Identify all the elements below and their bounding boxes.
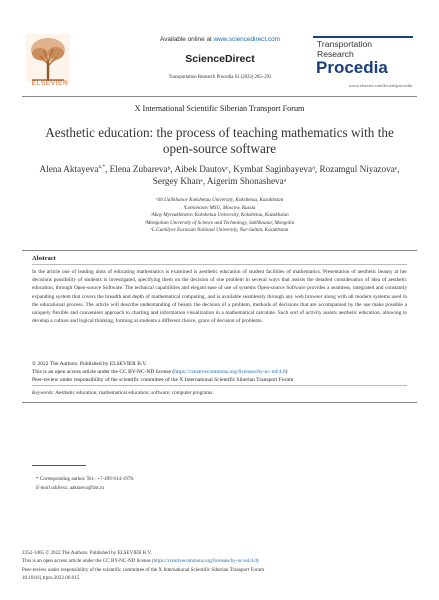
license-link[interactable]: https://creativecommons.org/licenses/by-nc-nd/4.0 [174, 369, 286, 375]
keywords-line [32, 390, 407, 396]
journal-reference: Transportation Research Procedia 63 (2022) 285–293 [168, 75, 272, 80]
keywords-bottom-divider [22, 402, 417, 403]
abstract-text: In the article one of leading aims of educating mathematics is examined is aesthetic education of student facilities of mathematics. Presentation of aesthetic beauty at her decisions possibility of students is investigated, specifying them on the decision of one problem in several ways that assists the detailed consideration of idea of aesthetic education, through Open-source Software. The technical capabilities and elegant ease of use of systems Open-source Software provides a seamless, integrated and constantly expanding system that covers the breadth and depth of mathematical computing, and is available seamlessly through any web browser along with all modern systems used in the educational process. The article will describe understanding of beauty the decision of a problem, methods of decisions that are accompanied by the use make possible a uniquely flexible and convenient approach to charting and information visualization in a mathematical calculate. Such sort of activity assists aesthetic education, allowing to develop a culture and logical thinking, forming at students a different choice, grace of decision of problems. [32, 269, 407, 325]
email-line [36, 484, 411, 493]
license-block [32, 360, 407, 384]
brand-line-transportation: Transportation [317, 39, 373, 49]
bottom-open-access-line [22, 557, 417, 565]
affiliation-b: ᵇLomonosov MSU, Moscow, Russia [183, 204, 256, 211]
article-title: Aesthetic education: the process of teaching mathematics with the open-source software [45, 125, 394, 156]
first-author: Alena Aktayeva [39, 164, 99, 175]
abstract-heading: Abstract [32, 255, 56, 262]
bottom-oa-prefix: This is an open access article under the CC BY-NC-ND license ( [22, 558, 154, 565]
issn-line: 2352-1465 © 2022 The Authors. Published by ELSEVIER B.V. [22, 550, 152, 556]
brand-top-rule [313, 36, 413, 38]
peer-review-line: Peer-review under responsibility of the scientific committee of the X International Scientific Siberian Transport Forum [32, 377, 294, 383]
brand-line-research: Research [317, 48, 354, 59]
elsevier-wordmark: ELSEVIER [31, 80, 69, 87]
journal-url[interactable]: www.elsevier.com/locate/procedia [348, 83, 412, 88]
affiliation-c: ᶜAbay Myrzakhmetov Kokshetau University, Kokshetau, Kazakhstan [150, 212, 289, 219]
sciencedirect-title: ScienceDirect [185, 53, 255, 65]
elsevier-tree-logo [26, 34, 70, 82]
keywords-label: Keywords: [32, 390, 55, 396]
email-address[interactable]: aaktaeva@list.ru [68, 484, 105, 491]
footnote [36, 475, 411, 492]
brand-line-procedia: Procedia [316, 58, 388, 77]
copyright-line: © 2022 The Authors. Published by ELSEVIER B.V. [32, 361, 147, 367]
bottom-license-link[interactable]: https://creativecommons.org/licenses/by-nc-nd/4.0 [153, 558, 257, 565]
sciencedirect-link[interactable]: www.sciencedirect.com [213, 36, 280, 43]
author-list [30, 161, 409, 187]
bottom-publication-info [22, 549, 417, 583]
available-online-prefix: Available online at [160, 36, 214, 43]
affiliation-a: ᵃSh.Ualikhanov Kokshetau University, Kokshetau, Kazakhstan [155, 197, 284, 203]
affiliations [60, 197, 379, 235]
available-online-line [92, 36, 348, 43]
keywords-top-rule [32, 385, 407, 386]
affiliation-d: ᵈMongolian University of Science and Technology, Sukhbaatar, Mongolia [144, 219, 295, 226]
keywords-text: Aesthetic education; mathematical education; software; computer programs. [54, 390, 214, 396]
open-access-suffix: ) [285, 369, 288, 375]
conference-name: X International Scientific Siberian Transport Forum [134, 104, 305, 113]
corresponding-star: * [102, 164, 106, 170]
other-authors: , Elena Zubarevaᵇ, Aibek Dautovᶜ, Kymbat Saginbayevaᵈ, Rozamgul Niyazovaᵉ, Sergey Khanᵃ, Aigerim Shonashevaᵃ [105, 164, 400, 187]
corresponding-author-line: * Corresponding author. Tel.: +7-499-914-1978. [36, 476, 135, 482]
doi-line[interactable]: 10.1016/j.trpro.2022.06.015 [22, 575, 80, 582]
email-label: E-mail address: [36, 484, 69, 491]
affiliation-e: ᵉL.Gumilyov Eurasian National University, Nur-Sultan, Kazakhstan [150, 227, 289, 234]
footnote-rule [32, 465, 86, 466]
abstract-top-divider [22, 250, 417, 251]
first-author-affil-sup: a, [98, 164, 103, 170]
bottom-peer-review-line: Peer-review under responsibility of the scientific committee of the X International Scientific Siberian Transport Forum [22, 566, 265, 573]
abstract-heading-rule [32, 264, 407, 265]
header-divider [22, 96, 417, 97]
open-access-prefix: This is an open access article under the CC BY-NC-ND license ( [32, 369, 175, 375]
bottom-oa-suffix: ) [256, 558, 259, 565]
open-access-line [32, 368, 407, 376]
